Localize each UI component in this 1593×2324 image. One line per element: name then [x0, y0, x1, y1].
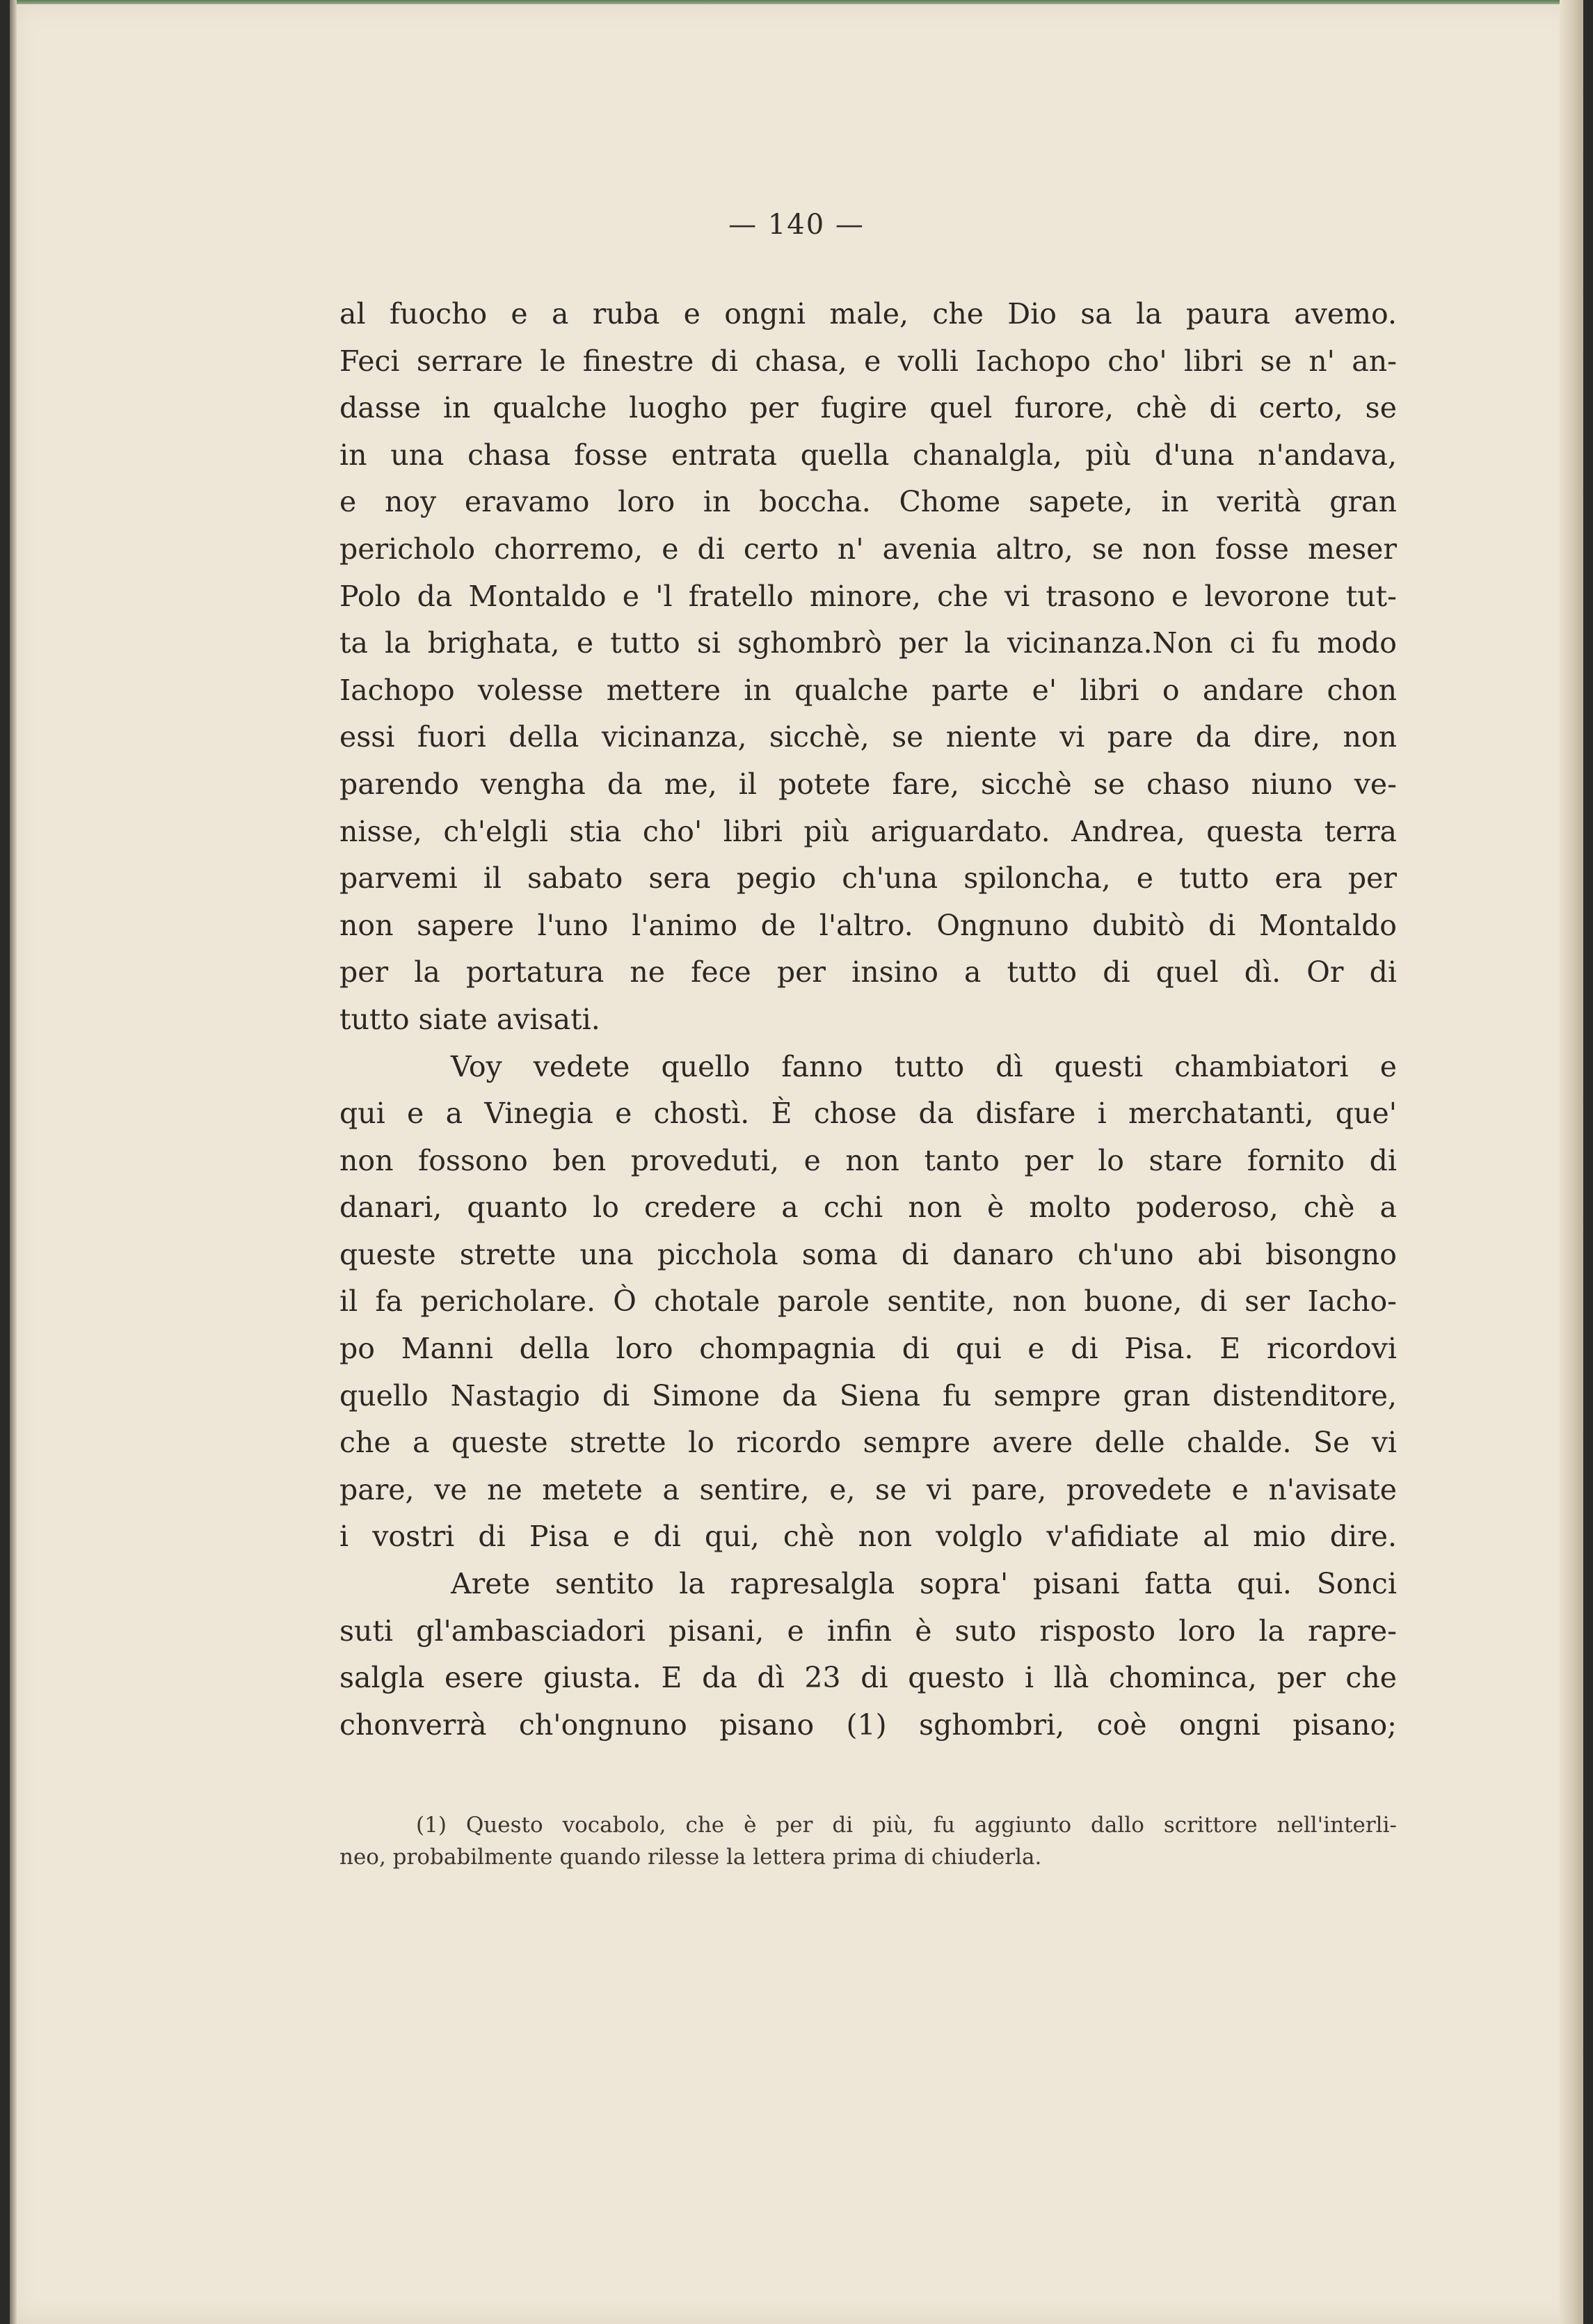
- text-line: danari, quanto lo credere a cchi non è molto poderoso, chè a: [339, 1191, 1397, 1225]
- text-line: Polo da Montaldo e 'l fratello minore, che vi trasono e levorone tut-: [339, 579, 1397, 613]
- paragraph-3: [339, 1561, 1397, 1749]
- text-line: Voy vedete quello fanno tutto dì questi chambiatori e: [451, 1049, 1397, 1083]
- text-line: che a queste strette lo ricordo sempre avere delle chalde. Se vi: [339, 1426, 1397, 1460]
- text-line: Iachopo volesse mettere in qualche parte e' libri o andare chon: [339, 673, 1397, 707]
- footnote-line: (1) Questo vocabolo, che è per di più, fu aggiunto dallo scrittore nell'interli-: [416, 1813, 1397, 1838]
- text-line: parvemi il sabato sera pegio ch'una spiloncha, e tutto era per: [339, 861, 1397, 896]
- footnote: [339, 1809, 1397, 1873]
- text-line: pare, ve ne metete a sentire, e, se vi pare, provedete e n'avisate: [339, 1472, 1397, 1506]
- text-line: chonverrà ch'ongnuno pisano (1) sghombri, coè ongni pisano;: [339, 1708, 1397, 1742]
- text-line: nisse, ch'elgli stia cho' libri più ariguardato. Andrea, questa terra: [339, 814, 1397, 848]
- text-line: in una chasa fosse entrata quella chanalgla, più d'una n'andava,: [339, 438, 1397, 472]
- page-fore-edge: [1560, 0, 1583, 2324]
- text-line: suti gl'ambasciadori pisani, e infin è suto risposto loro la rapre-: [339, 1614, 1397, 1648]
- text-line: queste strette una picchola soma di danaro ch'uno abi bisongno: [339, 1237, 1397, 1271]
- text-line: al fuocho e a ruba e ongni male, che Dio sa la paura avemo.: [339, 297, 1397, 331]
- text-line: pericholo chorremo, e di certo n' avenia altro, se non fosse meser: [339, 532, 1397, 566]
- book-page: [10, 0, 1583, 2324]
- text-line: per la portatura ne fece per insino a tutto di quel dì. Or di: [339, 955, 1397, 989]
- text-line: e noy eravamo loro in boccha. Chome sapete, in verità gran: [339, 485, 1397, 519]
- footnote-line: neo, probabilmente quando rilesse la lettera prima di chiuderla.: [339, 1845, 1042, 1870]
- text-line: tutto siate avisati.: [339, 1002, 600, 1036]
- paragraph-1: [339, 291, 1397, 1044]
- text-line: dasse in qualche luogho per fugire quel furore, chè di certo, se: [339, 391, 1397, 425]
- text-line: i vostri di Pisa e di qui, chè non volglo v'afidiate al mio dire.: [339, 1520, 1397, 1554]
- text-line: parendo vengha da me, il potete fare, sicchè se chaso niuno ve-: [339, 767, 1397, 801]
- text-line: salgla esere giusta. E da dì 23 di questo i llà chominca, per che: [339, 1661, 1397, 1695]
- text-line: essi fuori della vicinanza, sicchè, se niente vi pare da dire, non: [339, 720, 1397, 754]
- text-line: quello Nastagio di Simone da Siena fu sempre gran distenditore,: [339, 1378, 1397, 1412]
- page-binding-edge: [10, 0, 17, 2324]
- body-text: [339, 291, 1397, 1749]
- text-line: qui e a Vinegia e chostì. È chose da disfare i merchatanti, que': [339, 1097, 1397, 1131]
- text-line: il fa pericholare. Ò chotale parole sentite, non buone, di ser Iacho-: [339, 1284, 1397, 1319]
- text-line: po Manni della loro chompagnia di qui e di Pisa. E ricordovi: [339, 1332, 1397, 1366]
- page-top-edge: [10, 0, 1583, 4]
- page-number: — 140 —: [728, 209, 865, 241]
- text-line: non fossono ben proveduti, e non tanto per lo stare fornito di: [339, 1143, 1397, 1177]
- text-line: Feci serrare le finestre di chasa, e volli Iachopo cho' libri se n' an-: [339, 344, 1397, 378]
- paragraph-2: [339, 1044, 1397, 1561]
- text-line: non sapere l'uno l'animo de l'altro. Ongnuno dubitò di Montaldo: [339, 908, 1397, 942]
- text-line: ta la brighata, e tutto si sghombrò per la vicinanza.Non ci fu modo: [339, 626, 1397, 660]
- text-line: Arete sentito la rapresalgla sopra' pisani fatta qui. Sonci: [451, 1567, 1397, 1601]
